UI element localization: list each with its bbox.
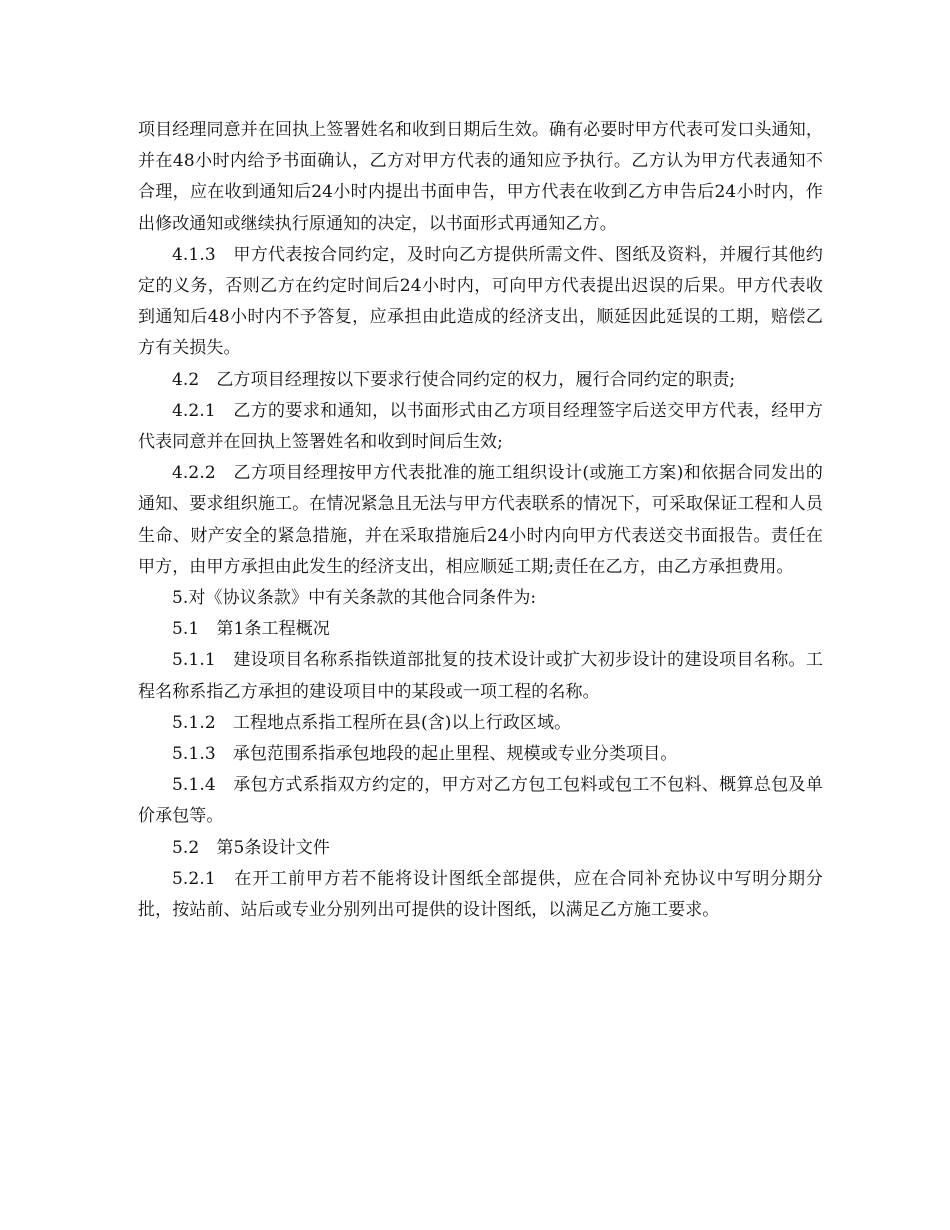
paragraph-4: 4.2.1 乙方的要求和通知，以书面形式由乙方项目经理签字后送交甲方代表，经甲方代表同意并在回执上签署姓名和收到时间后生效; [138,400,823,453]
paragraph-2: 4.1.3 甲方代表按合同约定，及时向乙方提供所需文件、图纸及资料，并履行其他约定的义务，否则乙方在约定时间后24小时内，可向甲方代表提出迟误的后果。甲方代表收到通知后48小时内不予答复，应承担由此造成的经济支出，顺延因此延误的工期，赔偿乙方有关损失。 [138,244,823,359]
paragraph-1: 项目经理同意并在回执上签署姓名和收到日期后生效。确有必要时甲方代表可发口头通知，并在48小时内给予书面确认，乙方对甲方代表的通知应予执行。乙方认为甲方代表通知不合理，应在收到通知后24小时内提出书面申告，甲方代表在收到乙方申告后24小时内，作出修改通知或继续执行原通知的决定，以书面形式再通知乙方。 [138,120,823,234]
paragraph-13: 5.2.1 在开工前甲方若不能将设计图纸全部提供，应在合同补充协议中写明分期分批，按站前、站后或专业分别列出可提供的设计图纸，以满足乙方施工要求。 [138,868,823,921]
paragraph-8: 5.1.1 建设项目名称系指铁道部批复的技术设计或扩大初步设计的建设项目名称。工程名称系指乙方承担的建设项目中的某段或一项工程的名称。 [138,650,823,702]
paragraph-5: 4.2.2 乙方项目经理按甲方代表批准的施工组织设计(或施工方案)和依据合同发出的通知、要求组织施工。在情况紧急且无法与甲方代表联系的情况下，可采取保证工程和人员生命、财产安全的紧急措施，并在采取措施后24小时内向甲方代表送交书面报告。责任在甲方，由甲方承担由此发生的经济支出，相应顺延工期;责任在乙方，由乙方承担费用。 [138,463,823,577]
paragraph-3: 4.2 乙方项目经理按以下要求行使合同约定的权力，履行合同约定的职责; [172,369,736,390]
paragraph-9: 5.1.2 工程地点系指工程所在县(含)以上行政区域。 [172,712,572,733]
paragraph-12: 5.2 第5条设计文件 [172,837,330,858]
paragraph-10: 5.1.3 承包范围系指承包地段的起止里程、规模或专业分类项目。 [172,744,678,765]
paragraph-11: 5.1.4 承包方式系指双方约定的，甲方对乙方包工包料或包工不包料、概算总包及单价承包等。 [138,775,823,827]
paragraph-6: 5.对《协议条款》中有关条款的其他合同条件为: [172,588,537,609]
document-body [138,115,823,926]
paragraph-7: 5.1 第1条工程概况 [172,619,330,640]
